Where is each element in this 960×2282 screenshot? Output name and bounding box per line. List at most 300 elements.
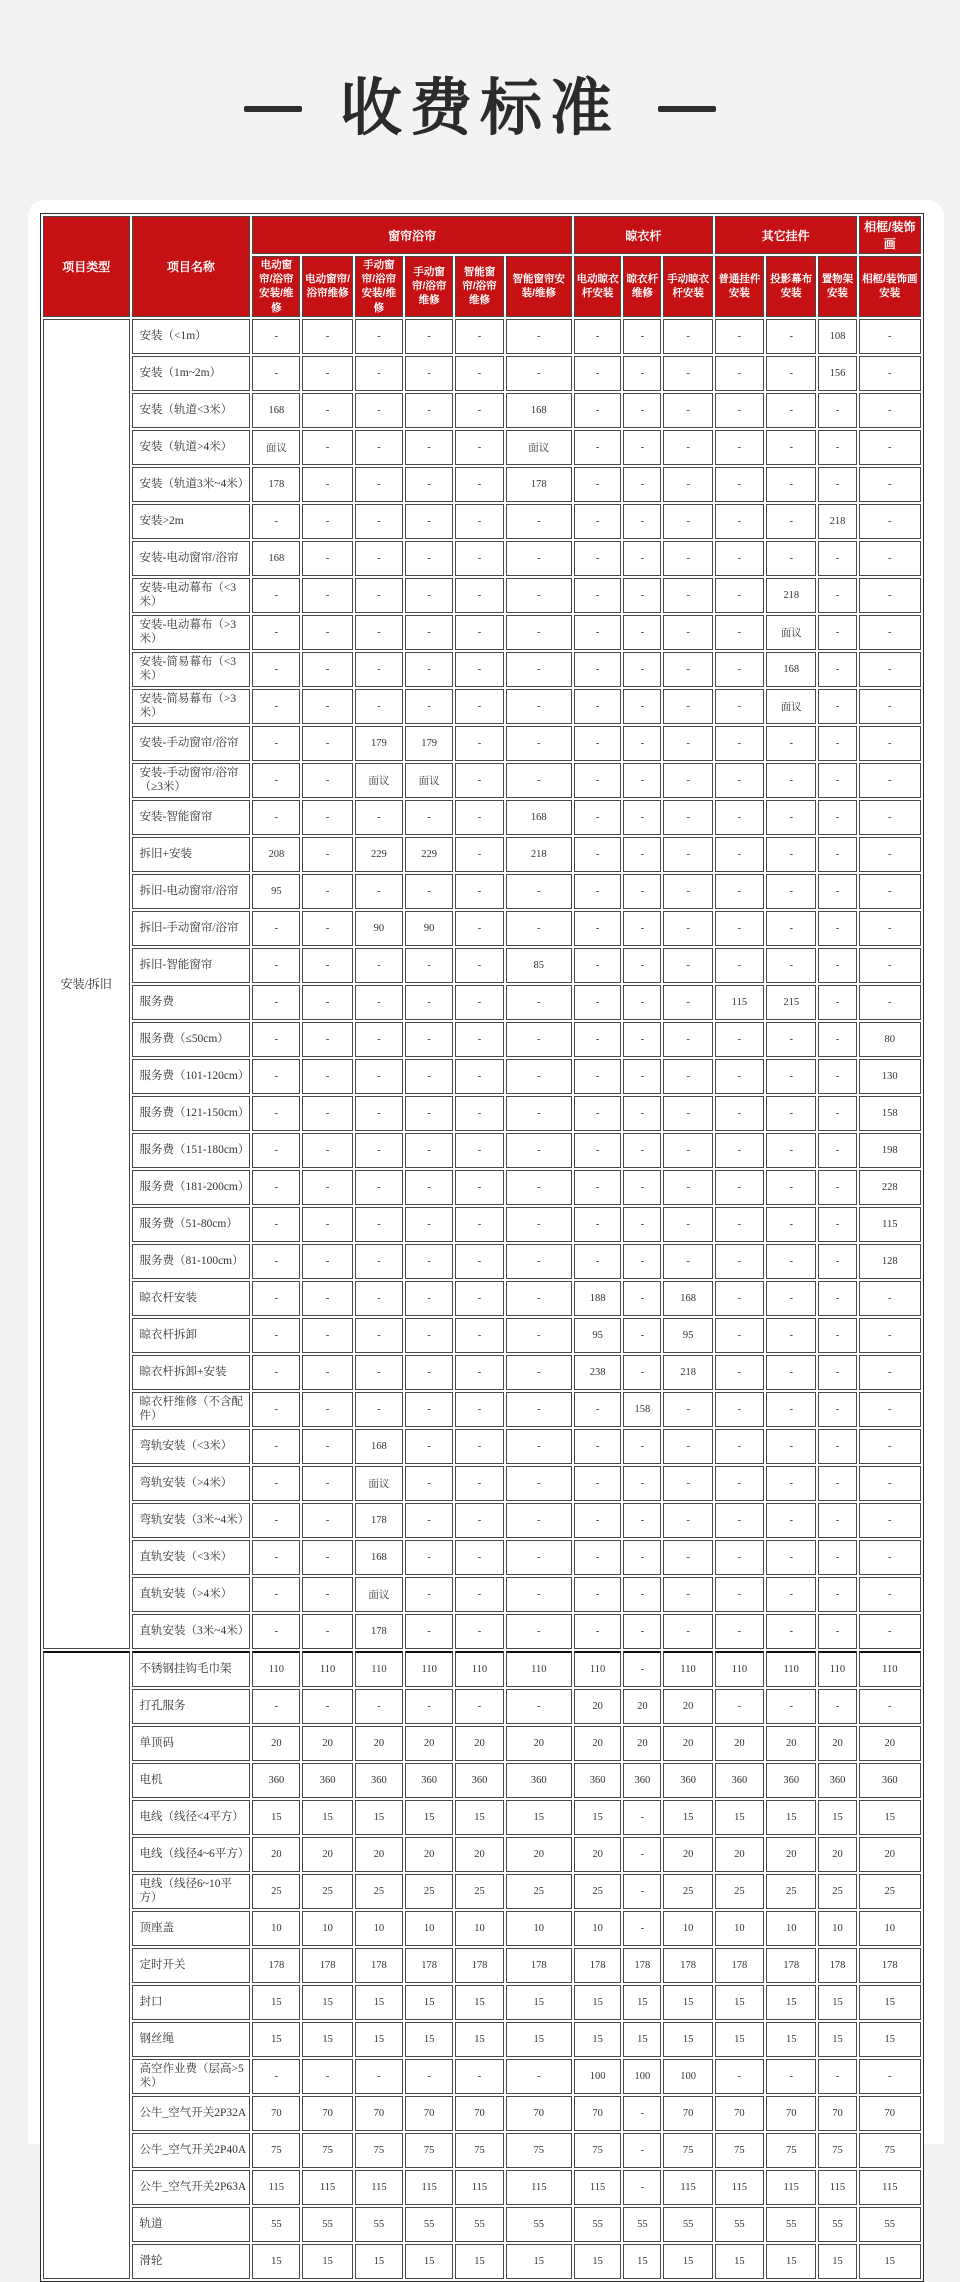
price-cell: - — [818, 1207, 856, 1242]
price-cell: - — [252, 1096, 300, 1131]
price-cell: 115 — [663, 2170, 712, 2205]
price-cell: - — [302, 1022, 352, 1057]
column-header: 电动窗帘/浴帘维修 — [302, 256, 352, 317]
price-cell: - — [574, 1540, 621, 1575]
price-cell: - — [506, 874, 572, 909]
price-cell: 360 — [715, 1763, 764, 1798]
price-cell: - — [574, 467, 621, 502]
price-cell: 115 — [405, 2170, 453, 2205]
item-name-cell: 弯轨安装（>4米） — [132, 1466, 251, 1501]
price-cell: 95 — [663, 1318, 712, 1353]
table-row — [43, 948, 921, 983]
price-cell: 110 — [715, 1651, 764, 1687]
price-cell: - — [455, 1503, 503, 1538]
price-cell: - — [715, 1281, 764, 1316]
price-cell: - — [766, 1392, 816, 1427]
price-cell: - — [252, 763, 300, 798]
item-name-cell: 拆旧-电动窗帘/浴帘 — [132, 874, 251, 909]
price-cell: - — [405, 1577, 453, 1612]
price-cell: 20 — [574, 1726, 621, 1761]
item-name-cell: 安装-智能窗帘 — [132, 800, 251, 835]
price-cell: - — [302, 985, 352, 1020]
price-cell: - — [859, 874, 921, 909]
price-cell: - — [663, 837, 712, 872]
price-cell: 70 — [355, 2096, 403, 2131]
price-cell: 面议 — [252, 430, 300, 465]
price-cell: - — [405, 948, 453, 983]
price-cell: 95 — [574, 1318, 621, 1353]
price-cell: - — [302, 1429, 352, 1464]
price-cell: 10 — [506, 1911, 572, 1946]
price-cell: 115 — [766, 2170, 816, 2205]
price-cell: - — [818, 467, 856, 502]
item-name-cell: 单顶码 — [132, 1726, 251, 1761]
price-cell: - — [506, 1022, 572, 1057]
price-cell: - — [663, 1133, 712, 1168]
price-cell: 20 — [818, 1837, 856, 1872]
price-cell: 15 — [663, 1800, 712, 1835]
price-cell: - — [623, 1651, 661, 1687]
price-cell: - — [766, 1281, 816, 1316]
item-name-cell: 安装-简易幕布（>3米） — [132, 689, 251, 724]
price-cell: - — [623, 948, 661, 983]
price-cell: - — [302, 1318, 352, 1353]
price-cell: - — [405, 2059, 453, 2094]
header-project-name: 项目名称 — [132, 216, 251, 317]
price-cell: - — [252, 726, 300, 761]
price-cell: - — [455, 393, 503, 428]
price-cell: - — [355, 467, 403, 502]
price-cell: - — [663, 1392, 712, 1427]
price-cell: - — [859, 1429, 921, 1464]
price-cell: - — [355, 504, 403, 539]
price-cell: - — [766, 356, 816, 391]
price-cell: 178 — [623, 1948, 661, 1983]
price-cell: - — [455, 1170, 503, 1205]
price-cell: - — [506, 985, 572, 1020]
item-name-cell: 安装（轨道3米~4米） — [132, 467, 251, 502]
price-cell: - — [623, 430, 661, 465]
price-cell: - — [455, 1133, 503, 1168]
price-cell: 55 — [859, 2207, 921, 2242]
price-cell: 80 — [859, 1022, 921, 1057]
price-cell: 110 — [252, 1651, 300, 1687]
table-row — [43, 504, 921, 539]
table-row — [43, 2207, 921, 2242]
price-cell: - — [405, 393, 453, 428]
table-row — [43, 837, 921, 872]
table-row — [43, 1614, 921, 1649]
price-cell: - — [715, 874, 764, 909]
table-row — [43, 1577, 921, 1612]
price-cell: - — [302, 467, 352, 502]
item-name-cell: 服务费（151-180cm） — [132, 1133, 251, 1168]
column-group-header: 其它挂件 — [715, 216, 857, 254]
price-cell: - — [715, 356, 764, 391]
price-cell: - — [302, 726, 352, 761]
price-cell: - — [506, 1281, 572, 1316]
price-cell: 15 — [355, 2022, 403, 2057]
item-name-cell: 安装>2m — [132, 504, 251, 539]
price-cell: 15 — [766, 2244, 816, 2279]
price-cell: - — [818, 948, 856, 983]
price-cell: 115 — [355, 2170, 403, 2205]
price-cell: - — [818, 985, 856, 1020]
price-cell: - — [623, 1911, 661, 1946]
column-header: 普通挂件安装 — [715, 256, 764, 317]
price-cell: - — [859, 948, 921, 983]
price-cell: - — [455, 1207, 503, 1242]
price-cell: - — [818, 1281, 856, 1316]
price-cell: - — [252, 1059, 300, 1094]
price-cell: - — [455, 467, 503, 502]
price-cell: 178 — [355, 1614, 403, 1649]
price-cell: - — [766, 1022, 816, 1057]
price-cell: - — [859, 541, 921, 576]
table-row — [43, 1133, 921, 1168]
price-cell: - — [818, 393, 856, 428]
price-cell: - — [663, 1503, 712, 1538]
table-row — [43, 1837, 921, 1872]
price-cell: 55 — [818, 2207, 856, 2242]
price-cell: 178 — [859, 1948, 921, 1983]
price-cell: 20 — [252, 1837, 300, 1872]
table-row — [43, 2022, 921, 2057]
price-cell: - — [252, 1170, 300, 1205]
price-cell: - — [818, 1503, 856, 1538]
price-cell: 115 — [859, 2170, 921, 2205]
price-cell: - — [252, 2059, 300, 2094]
price-cell: - — [623, 1318, 661, 1353]
price-cell: - — [818, 1614, 856, 1649]
category-cell — [43, 1651, 130, 2279]
price-cell: - — [859, 319, 921, 354]
price-cell: - — [663, 1207, 712, 1242]
price-cell: 229 — [405, 837, 453, 872]
price-cell: - — [574, 874, 621, 909]
price-cell: 15 — [252, 2022, 300, 2057]
price-cell: - — [506, 652, 572, 687]
price-cell: 75 — [715, 2133, 764, 2168]
price-cell: - — [715, 800, 764, 835]
price-cell: 128 — [859, 1244, 921, 1279]
price-cell: - — [355, 578, 403, 613]
price-cell: - — [574, 948, 621, 983]
price-cell: 108 — [818, 319, 856, 354]
price-cell: - — [506, 1355, 572, 1390]
price-cell: 20 — [859, 1726, 921, 1761]
price-cell: - — [506, 578, 572, 613]
page-header — [0, 74, 960, 143]
price-cell: 130 — [859, 1059, 921, 1094]
price-cell: 20 — [663, 1726, 712, 1761]
price-cell: - — [766, 1207, 816, 1242]
price-cell: - — [766, 948, 816, 983]
price-cell: 55 — [715, 2207, 764, 2242]
price-cell: - — [574, 615, 621, 650]
price-cell: - — [623, 1837, 661, 1872]
price-cell: - — [859, 985, 921, 1020]
price-cell: 25 — [355, 1874, 403, 1909]
price-cell: 188 — [574, 1281, 621, 1316]
table-row — [43, 1429, 921, 1464]
price-cell: - — [623, 541, 661, 576]
price-cell: - — [715, 652, 764, 687]
price-cell: 15 — [405, 1800, 453, 1835]
price-cell: - — [405, 1207, 453, 1242]
item-name-cell: 拆旧+安装 — [132, 837, 251, 872]
price-cell: 70 — [663, 2096, 712, 2131]
item-name-cell: 拆旧-手动窗帘/浴帘 — [132, 911, 251, 946]
price-cell: - — [663, 356, 712, 391]
price-cell: - — [455, 1540, 503, 1575]
price-cell: - — [623, 356, 661, 391]
price-cell: 55 — [506, 2207, 572, 2242]
price-cell: - — [715, 726, 764, 761]
item-name-cell: 安装-手动窗帘/浴帘 — [132, 726, 251, 761]
price-cell: - — [818, 1059, 856, 1094]
price-cell: 168 — [663, 1281, 712, 1316]
price-cell: 110 — [859, 1651, 921, 1687]
price-cell: - — [859, 1614, 921, 1649]
price-cell: - — [302, 1244, 352, 1279]
price-cell: 15 — [663, 1985, 712, 2020]
price-cell: 158 — [859, 1096, 921, 1131]
price-cell: - — [574, 763, 621, 798]
item-name-cell: 晾衣杆维修（不含配件） — [132, 1392, 251, 1427]
price-cell: - — [302, 1577, 352, 1612]
price-cell: 75 — [574, 2133, 621, 2168]
item-name-cell: 封口 — [132, 1985, 251, 2020]
price-cell: - — [355, 1096, 403, 1131]
price-cell: 75 — [859, 2133, 921, 2168]
price-cell: 215 — [766, 985, 816, 1020]
price-cell: - — [623, 800, 661, 835]
price-cell: 110 — [663, 1651, 712, 1687]
price-cell: 55 — [252, 2207, 300, 2242]
table-row — [43, 1726, 921, 1761]
price-cell: 178 — [715, 1948, 764, 1983]
price-cell: - — [506, 1614, 572, 1649]
price-cell: - — [302, 689, 352, 724]
table-row — [43, 1985, 921, 2020]
price-cell: - — [455, 1059, 503, 1094]
price-cell: - — [302, 578, 352, 613]
price-cell: 156 — [818, 356, 856, 391]
price-cell: - — [859, 1355, 921, 1390]
price-cell: - — [766, 1466, 816, 1501]
item-name-cell: 服务费（≤50cm） — [132, 1022, 251, 1057]
price-cell: - — [818, 1429, 856, 1464]
price-cell: 85 — [506, 948, 572, 983]
price-cell: 15 — [818, 2244, 856, 2279]
price-cell: - — [663, 911, 712, 946]
price-cell: 75 — [663, 2133, 712, 2168]
price-cell: 20 — [623, 1689, 661, 1724]
price-cell: 15 — [506, 2022, 572, 2057]
price-cell: - — [715, 837, 764, 872]
price-cell: 218 — [818, 504, 856, 539]
column-header: 相框/装饰画安装 — [859, 256, 921, 317]
price-cell: 115 — [818, 2170, 856, 2205]
price-cell: 360 — [574, 1763, 621, 1798]
price-cell: - — [715, 1689, 764, 1724]
price-cell: 115 — [302, 2170, 352, 2205]
price-cell: - — [623, 2170, 661, 2205]
price-cell: - — [355, 800, 403, 835]
price-cell: 25 — [405, 1874, 453, 1909]
price-cell: - — [574, 393, 621, 428]
price-cell: - — [455, 319, 503, 354]
price-cell: - — [623, 393, 661, 428]
price-cell: 25 — [766, 1874, 816, 1909]
price-cell: 70 — [455, 2096, 503, 2131]
price-cell: - — [355, 1244, 403, 1279]
price-cell: - — [663, 874, 712, 909]
price-cell: - — [766, 430, 816, 465]
price-cell: - — [715, 2059, 764, 2094]
price-cell: - — [405, 1429, 453, 1464]
price-cell: - — [663, 948, 712, 983]
price-cell: - — [355, 541, 403, 576]
price-cell: - — [302, 1466, 352, 1501]
price-cell: - — [663, 1540, 712, 1575]
price-cell: 15 — [355, 1800, 403, 1835]
item-name-cell: 服务费（81-100cm） — [132, 1244, 251, 1279]
price-cell: - — [252, 504, 300, 539]
price-cell: 面议 — [355, 1577, 403, 1612]
price-cell: - — [766, 1614, 816, 1649]
price-cell: 15 — [405, 2022, 453, 2057]
price-cell: - — [859, 430, 921, 465]
price-cell: 115 — [574, 2170, 621, 2205]
price-cell: - — [818, 1577, 856, 1612]
price-cell: - — [405, 1318, 453, 1353]
price-cell: - — [715, 1466, 764, 1501]
price-cell: - — [355, 319, 403, 354]
price-cell: 178 — [252, 467, 300, 502]
price-cell: 面议 — [355, 763, 403, 798]
price-cell: - — [252, 1244, 300, 1279]
price-cell: 168 — [355, 1429, 403, 1464]
price-cell: - — [252, 1355, 300, 1390]
price-cell: 178 — [302, 1948, 352, 1983]
price-cell: 15 — [455, 1985, 503, 2020]
item-name-cell: 安装-手动窗帘/浴帘（≥3米） — [132, 763, 251, 798]
item-name-cell: 钢丝绳 — [132, 2022, 251, 2057]
price-cell: - — [455, 1392, 503, 1427]
price-cell: - — [405, 467, 453, 502]
price-cell: 15 — [405, 1985, 453, 2020]
price-cell: - — [766, 1689, 816, 1724]
price-cell: 100 — [574, 2059, 621, 2094]
price-cell: 55 — [766, 2207, 816, 2242]
price-cell: 55 — [302, 2207, 352, 2242]
price-cell: - — [252, 689, 300, 724]
price-cell: - — [302, 1133, 352, 1168]
price-cell: - — [859, 356, 921, 391]
price-cell: 20 — [715, 1837, 764, 1872]
price-cell: 10 — [355, 1911, 403, 1946]
price-cell: - — [818, 763, 856, 798]
price-cell: - — [663, 1614, 712, 1649]
price-cell: 15 — [818, 1985, 856, 2020]
price-cell: 115 — [859, 1207, 921, 1242]
price-cell: - — [455, 1614, 503, 1649]
table-row — [43, 726, 921, 761]
price-cell: 55 — [663, 2207, 712, 2242]
price-cell: - — [302, 652, 352, 687]
price-cell: - — [715, 615, 764, 650]
price-cell: - — [623, 1170, 661, 1205]
price-cell: - — [623, 1096, 661, 1131]
price-cell: - — [252, 1614, 300, 1649]
price-cell: - — [506, 1429, 572, 1464]
price-cell: 15 — [623, 2022, 661, 2057]
price-cell: - — [506, 1689, 572, 1724]
price-cell: 70 — [252, 2096, 300, 2131]
price-cell: - — [574, 1614, 621, 1649]
column-header: 手动窗帘/浴帘维修 — [405, 256, 453, 317]
price-cell: - — [455, 578, 503, 613]
price-cell: - — [302, 504, 352, 539]
price-cell: - — [663, 393, 712, 428]
price-cell: - — [715, 911, 764, 946]
price-cell: 70 — [405, 2096, 453, 2131]
price-cell: 10 — [663, 1911, 712, 1946]
price-cell: - — [405, 1170, 453, 1205]
price-cell: - — [455, 1096, 503, 1131]
price-cell: - — [302, 430, 352, 465]
item-name-cell: 公牛_空气开关2P40A — [132, 2133, 251, 2168]
item-name-cell: 滑轮 — [132, 2244, 251, 2279]
price-cell: - — [355, 1689, 403, 1724]
price-cell: - — [455, 1466, 503, 1501]
table-row — [43, 1763, 921, 1798]
price-cell: - — [252, 1281, 300, 1316]
column-header: 手动窗帘/浴帘安装/维修 — [355, 256, 403, 317]
price-cell: - — [623, 1466, 661, 1501]
price-cell: 15 — [252, 1985, 300, 2020]
price-cell: - — [574, 1429, 621, 1464]
price-cell: 218 — [663, 1355, 712, 1390]
price-cell: - — [766, 800, 816, 835]
item-name-cell: 安装（<1m） — [132, 319, 251, 354]
price-cell: - — [766, 1540, 816, 1575]
price-cell: 10 — [252, 1911, 300, 1946]
price-cell: - — [766, 1059, 816, 1094]
price-cell: - — [623, 1429, 661, 1464]
price-cell: - — [302, 1689, 352, 1724]
price-cell: - — [302, 1392, 352, 1427]
price-cell: - — [355, 985, 403, 1020]
item-name-cell: 弯轨安装（3米~4米） — [132, 1503, 251, 1538]
price-cell: 15 — [766, 1800, 816, 1835]
price-cell: - — [766, 911, 816, 946]
price-cell: - — [355, 1059, 403, 1094]
price-cell: 75 — [455, 2133, 503, 2168]
price-cell: - — [623, 1577, 661, 1612]
price-cell: 15 — [574, 2244, 621, 2279]
price-cell: - — [252, 800, 300, 835]
price-cell: 15 — [663, 2244, 712, 2279]
price-cell: 20 — [355, 1837, 403, 1872]
price-cell: - — [405, 1355, 453, 1390]
price-cell: 15 — [506, 1800, 572, 1835]
item-name-cell: 安装-电动幕布（>3米） — [132, 615, 251, 650]
price-cell: 20 — [302, 1837, 352, 1872]
price-cell: - — [405, 1689, 453, 1724]
